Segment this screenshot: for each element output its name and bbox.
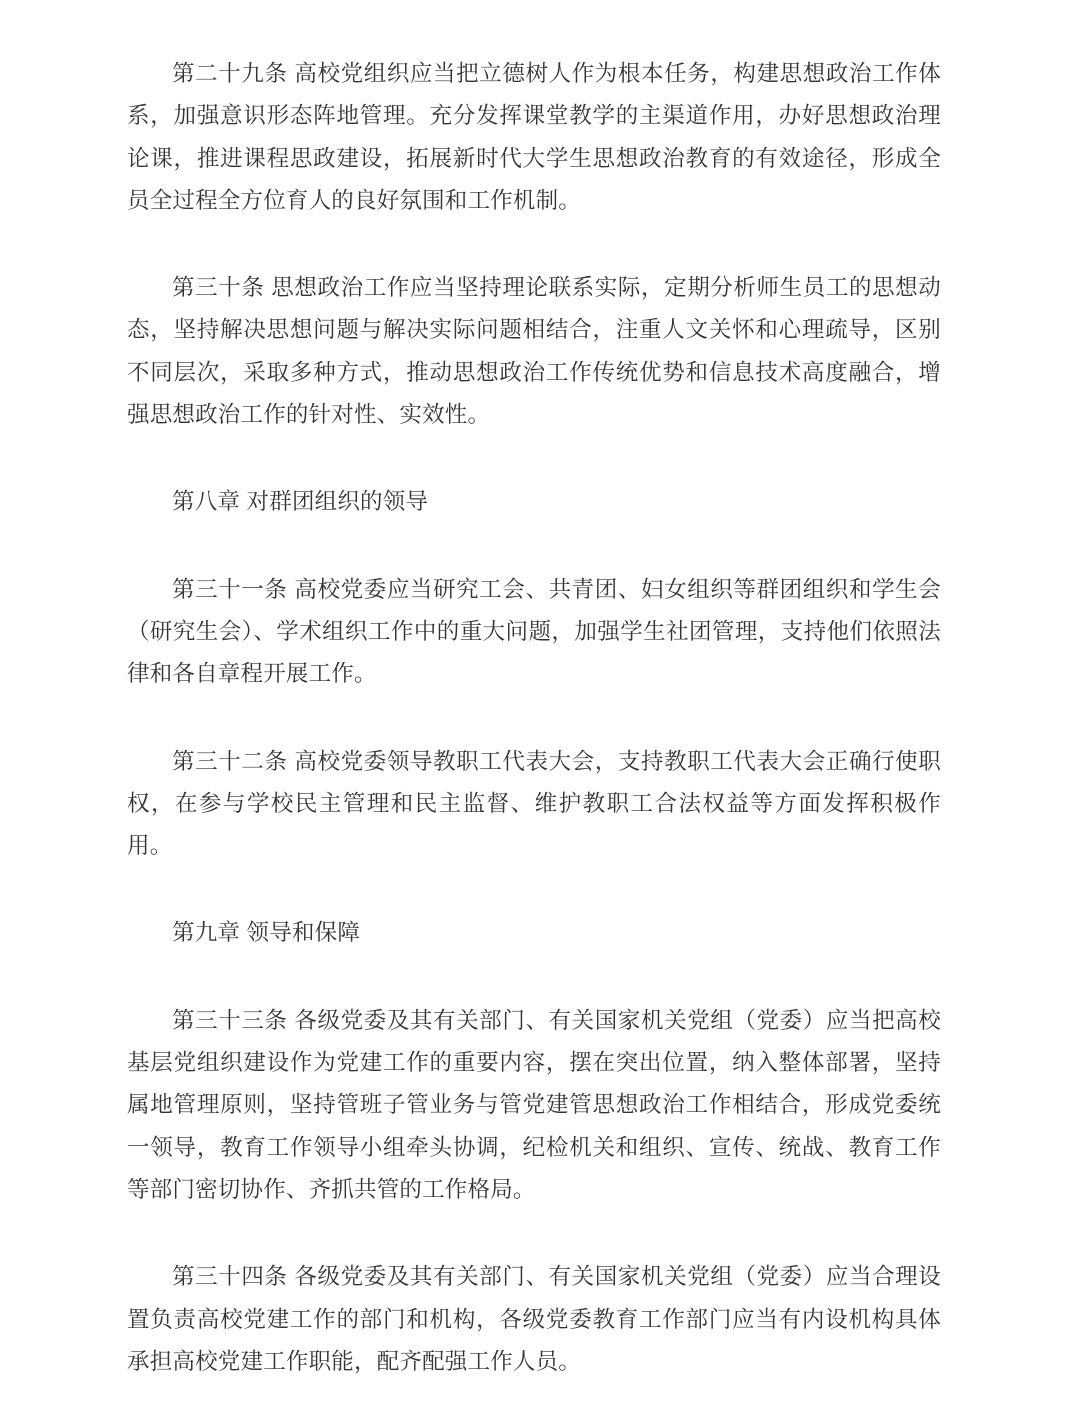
article-31-paragraph: 第三十一条 高校党委应当研究工会、共青团、妇女组织等群团组织和学生会（研究生会）、学术组织工作中的重大问题，加强学生社团管理，支持他们依照法律和各自章程开展工作。 bbox=[127, 576, 941, 687]
article-30-paragraph: 第三十条 思想政治工作应当坚持理论联系实际，定期分析师生员工的思想动态，坚持解决思想问题与解决实际问题相结合，注重人文关怀和心理疏导，区别不同层次，采取多种方式，推动思想政治工作传统优势和信息技术高度融合，增强思想政治工作的针对性、实效性。 bbox=[127, 275, 941, 428]
chapter-9-heading: 第九章 领导和保障 bbox=[172, 920, 361, 946]
article-29-paragraph: 第二十九条 高校党组织应当把立德树人作为根本任务，构建思想政治工作体系，加强意识形态阵地管理。充分发挥课堂教学的主渠道作用，办好思想政治理论课，推进课程思政建设，拓展新时代大学生思想政治教育的有效途径，形成全员全过程全方位育人的良好氛围和工作机制。 bbox=[127, 61, 941, 213]
article-34-paragraph: 第三十四条 各级党委及其有关部门、有关国家机关党组（党委）应当合理设置负责高校党建工作的部门和机构，各级党委教育工作部门应当有内设机构具体承担高校党建工作职能，配齐配强工作人员。 bbox=[127, 1264, 941, 1374]
regulation-text-body bbox=[127, 53, 941, 1428]
article-33-paragraph: 第三十三条 各级党委及其有关部门、有关国家机关党组（党委）应当把高校基层党组织建设作为党建工作的重要内容，摆在突出位置，纳入整体部署，坚持属地管理原则，坚持管班子管业务与管党建管思想政治工作相结合，形成党委统一领导，教育工作领导小组牵头协调，纪检机关和组织、宣传、统战、教育工作等部门密切协作、齐抓共管的工作格局。 bbox=[127, 1007, 941, 1202]
article-32-paragraph: 第三十二条 高校党委领导教职工代表大会，支持教职工代表大会正确行使职权，在参与学校民主管理和民主监督、维护教职工合法权益等方面发挥积极作用。 bbox=[127, 748, 941, 859]
chapter-8-heading: 第八章 对群团组织的领导 bbox=[172, 489, 429, 515]
